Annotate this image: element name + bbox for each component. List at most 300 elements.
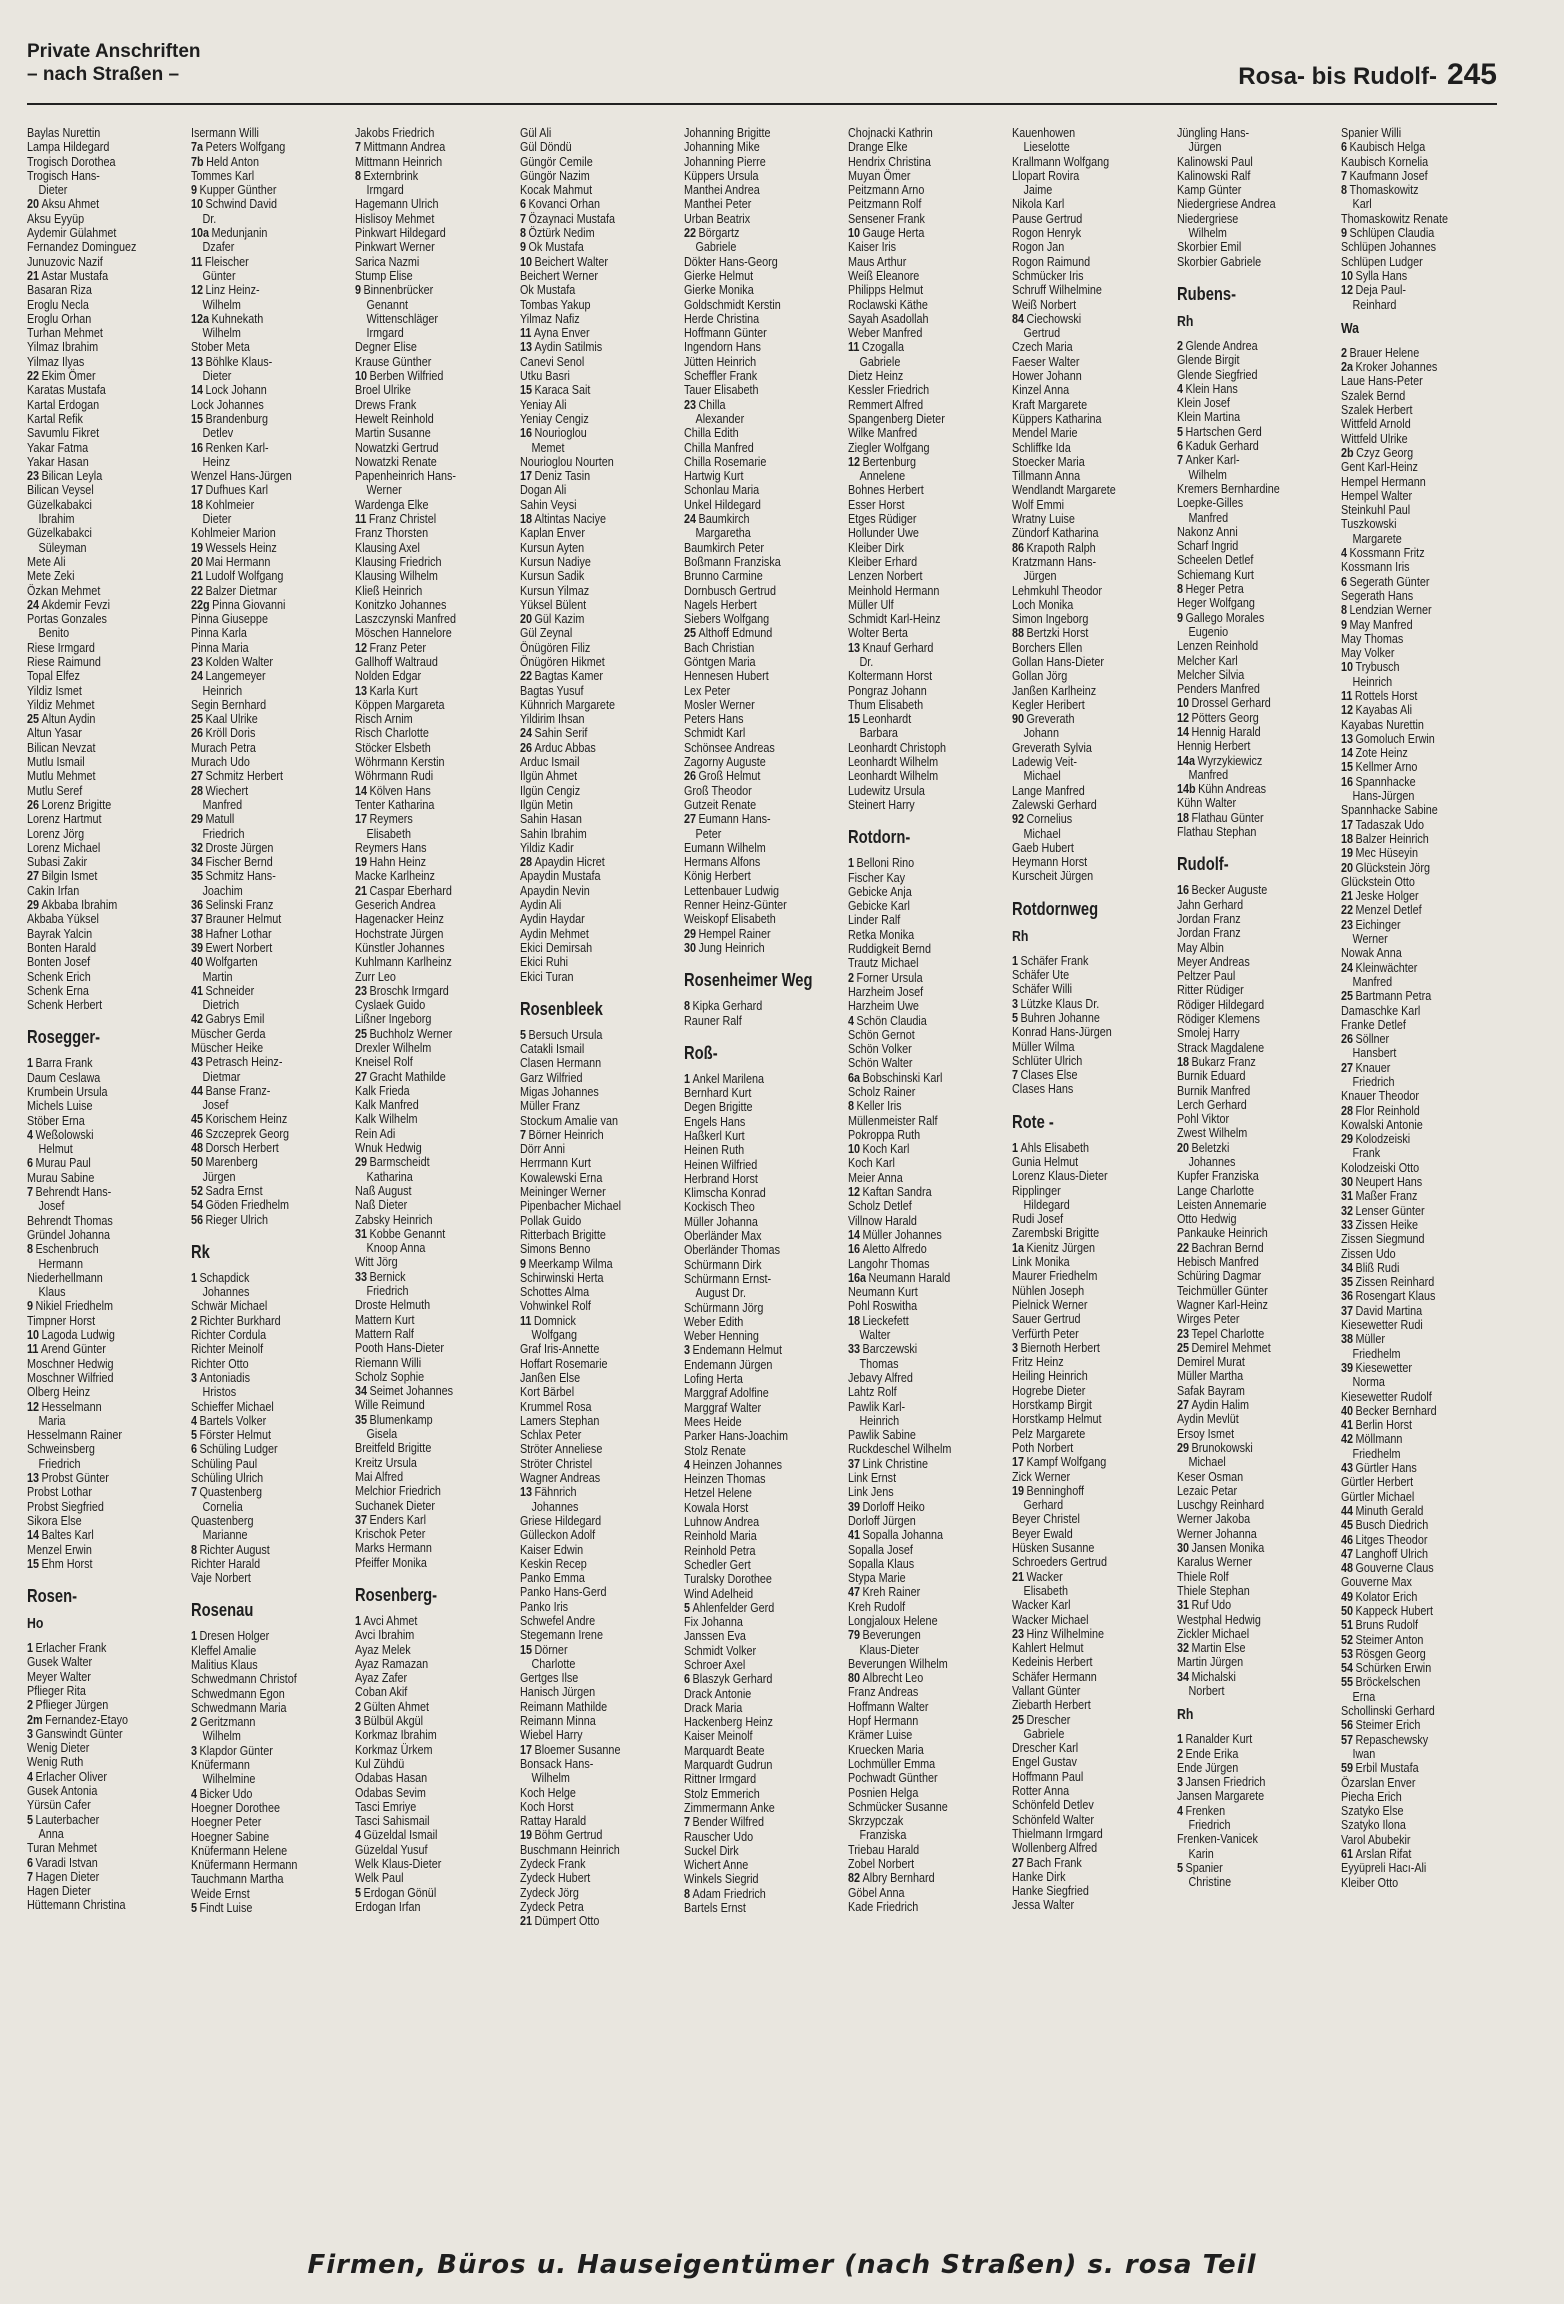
street-heading: Rote - <box>1012 1111 1055 1132</box>
resident-entry: Weide Ernst <box>191 1885 250 1901</box>
resident-entry: Mete Zeki <box>27 568 75 584</box>
resident-entry: König Herbert <box>683 868 751 884</box>
entry-continuation: Dzafer <box>202 239 235 255</box>
house-number: 13 <box>848 639 861 655</box>
resident-entry: Canevi Senol <box>519 353 584 369</box>
resident-name: Hinz Wilhelmine <box>1026 1625 1105 1641</box>
resident-entry: Urban Beatrix <box>683 210 751 226</box>
resident-entry <box>191 441 319 455</box>
resident-name: Bröckelschen <box>1355 1674 1421 1690</box>
resident-name: Bach Frank <box>1026 1854 1083 1870</box>
resident-entry: Schlüpen Ludger <box>1340 253 1423 269</box>
house-number: 23 <box>1176 1325 1189 1341</box>
house-number: 28 <box>191 782 204 798</box>
resident-entry <box>848 226 976 240</box>
resident-entry <box>1341 1590 1469 1604</box>
resident-entry: Luhnow Andrea <box>683 1514 760 1530</box>
resident-name: Bender Wilfred <box>692 1814 764 1830</box>
resident-entry: Leisten Annemarie <box>1176 1196 1267 1212</box>
resident-entry: Werner Johanna <box>1176 1525 1257 1541</box>
house-number: 24 <box>1340 959 1353 975</box>
resident-entry <box>1341 1132 1469 1146</box>
house-number: 31 <box>1176 1597 1189 1613</box>
resident-entry: Damaschke Karl <box>1340 1002 1421 1018</box>
resident-entry <box>27 1299 155 1313</box>
resident-entry: Keskin Recep <box>519 1555 587 1571</box>
resident-name: Bobschinski Karl <box>862 1069 943 1085</box>
resident-entry: Ströter Anneliese <box>519 1441 603 1457</box>
directory-column <box>27 126 183 2246</box>
house-number: 92 <box>1012 811 1025 827</box>
resident-entry: Herbrand Horst <box>683 1170 758 1186</box>
resident-entry: Glende Siegfried <box>1176 366 1258 382</box>
resident-entry: Knüfermann <box>191 1757 251 1773</box>
resident-name: Forner Ursula <box>856 969 923 985</box>
resident-entry: Drexler Wilhelm <box>355 1040 432 1055</box>
resident-entry: Oberländer Thomas <box>683 1242 780 1258</box>
resident-name: Wolfgarten <box>205 954 258 970</box>
resident-name: Fleischer <box>205 253 249 269</box>
directory-column <box>191 126 347 2246</box>
resident-entry: Wenig Dieter <box>27 1740 90 1756</box>
resident-entry <box>1177 1747 1305 1761</box>
resident-entry <box>191 1715 319 1729</box>
resident-name: Lagoda Ludwig <box>41 1327 115 1343</box>
resident-entry: Müscher Heike <box>191 1040 264 1055</box>
resident-name: Kuhnekath <box>211 310 264 326</box>
resident-entry: Meyer Andreas <box>1176 953 1250 969</box>
house-number: 12 <box>848 453 861 469</box>
resident-entry: Riese Raimund <box>27 653 101 669</box>
resident-entry: Zündorf Katharina <box>1012 525 1099 541</box>
resident-name: Selinski Franz <box>205 897 274 913</box>
resident-name: Bliß Rudi <box>1355 1259 1400 1275</box>
resident-entry <box>191 726 319 740</box>
resident-entry: Reymers Hans <box>355 839 427 855</box>
resident-entry: Groß Theodor <box>683 782 752 798</box>
resident-entry: Schüring Dagmar <box>1176 1268 1261 1284</box>
house-number: 14 <box>355 782 368 798</box>
resident-name: Krapoth Ralph <box>1026 539 1096 555</box>
resident-entry <box>355 1886 483 1900</box>
resident-name: Schlüpen Claudia <box>1349 225 1435 241</box>
house-number: 52 <box>1340 1631 1353 1647</box>
resident-entry <box>191 898 319 912</box>
resident-name: Glende Andrea <box>1185 337 1258 353</box>
house-number: 1 <box>27 1640 34 1656</box>
resident-entry <box>27 1856 155 1870</box>
resident-entry <box>355 1700 483 1714</box>
resident-entry: Spanier Willi <box>1340 126 1401 140</box>
entry-continuation: Gerhard <box>1023 1497 1064 1513</box>
resident-entry: Mutlu Ismail <box>27 754 85 770</box>
house-number: 25 <box>1340 988 1353 1004</box>
house-number: 18 <box>519 511 532 527</box>
resident-name: Kleinwächter <box>1355 959 1418 975</box>
resident-name: Richter August <box>199 1541 271 1557</box>
resident-entry: Hoffart Rosemarie <box>519 1355 608 1371</box>
resident-entry <box>1177 782 1305 796</box>
resident-name: Blumenkamp <box>369 1411 434 1427</box>
resident-entry: Lettenbauer Ludwig <box>683 882 779 898</box>
entry-continuation: Reinhard <box>1352 296 1397 312</box>
resident-entry: Gaeb Hubert <box>1012 839 1075 855</box>
house-number: 5 <box>191 1900 198 1916</box>
house-number: 42 <box>191 1011 204 1027</box>
entry-continuation: Christine <box>1188 1874 1231 1890</box>
resident-entry: Etges Rüdiger <box>848 511 917 527</box>
resident-entry: Hennesen Hubert <box>683 668 769 684</box>
resident-entry: Hollunder Uwe <box>848 525 920 541</box>
resident-name: Bukarz Franz <box>1191 1053 1256 1069</box>
resident-name: Langhoff Ulrich <box>1355 1545 1428 1561</box>
resident-entry <box>1341 918 1469 932</box>
resident-name: Lorenz Brigitte <box>41 796 112 812</box>
resident-entry: Schön Volker <box>848 1041 912 1057</box>
resident-entry: Kayabas Nurettin <box>1340 716 1424 732</box>
resident-entry: Langohr Thomas <box>848 1255 930 1271</box>
resident-entry <box>1177 1670 1305 1684</box>
house-number: 27 <box>355 1068 368 1084</box>
resident-entry: Jordan Franz <box>1176 925 1241 941</box>
resident-entry: Krämer Luise <box>848 1727 913 1743</box>
house-number: 34 <box>1176 1668 1189 1684</box>
resident-name: Zissen Reinhard <box>1355 1274 1435 1290</box>
resident-name: Hennig Harald <box>1191 723 1261 739</box>
entry-continuation: Martin <box>202 968 233 984</box>
resident-name: Altintas Naciye <box>534 511 606 527</box>
resident-entry <box>1177 1804 1305 1818</box>
resident-entry: Yeniay Ali <box>519 396 567 412</box>
resident-name: Klapdor Günter <box>199 1742 274 1758</box>
house-number: 23 <box>1340 916 1353 932</box>
resident-name: Hesselmann <box>41 1398 102 1414</box>
resident-entry: Klausing Friedrich <box>355 553 442 569</box>
resident-entry: Schollinski Gerhard <box>1340 1703 1435 1719</box>
resident-entry: Lahtz Rolf <box>848 1384 897 1400</box>
resident-name: Becker Auguste <box>1191 882 1267 898</box>
resident-name: Hempel Rainer <box>698 925 771 941</box>
entry-continuation: Frank <box>1352 1145 1380 1161</box>
house-number: 1 <box>1176 1731 1183 1747</box>
resident-entry: Zydeck Jörg <box>519 1884 579 1900</box>
house-number: 12 <box>355 639 368 655</box>
resident-entry: Kaiser Iris <box>848 239 897 255</box>
resident-name: Externbrink <box>363 167 419 183</box>
resident-entry: Wnuk Hedwig <box>355 1140 423 1156</box>
house-number: 2 <box>1176 1745 1183 1761</box>
resident-entry: Niedergriese <box>1176 210 1238 226</box>
resident-entry: Pongraz Johann <box>848 682 927 698</box>
resident-name: Neupert Hans <box>1355 1174 1422 1190</box>
house-number: 47 <box>1340 1545 1353 1561</box>
resident-entry: Weber Henning <box>683 1328 759 1344</box>
resident-entry <box>191 1543 319 1557</box>
resident-entry <box>1341 603 1469 617</box>
resident-entry <box>684 1072 812 1086</box>
resident-entry: Simon Ingeborg <box>1012 611 1089 627</box>
resident-entry <box>191 1744 319 1758</box>
resident-entry: Trautz Michael <box>848 955 919 971</box>
house-number: 4 <box>27 1126 34 1142</box>
resident-entry <box>191 912 319 926</box>
resident-name: Wacker <box>1026 1568 1064 1584</box>
resident-entry: Moschner Hedwig <box>27 1355 114 1371</box>
resident-name: Ok Mustafa <box>528 239 584 255</box>
resident-entry: Steinert Harry <box>848 796 915 812</box>
resident-entry <box>1341 1175 1469 1189</box>
entry-continuation: Manfred <box>202 796 243 812</box>
resident-name: Kaftan Sandra <box>862 1184 932 1200</box>
resident-entry <box>520 1485 648 1499</box>
resident-name: Varadi Istvan <box>35 1854 98 1870</box>
resident-entry <box>848 1242 976 1256</box>
house-number: 27 <box>191 768 204 784</box>
house-number: 7 <box>683 1814 690 1830</box>
house-number: 13 <box>1340 730 1353 746</box>
resident-entry <box>1341 1618 1469 1632</box>
house-number: 5 <box>191 1427 198 1443</box>
resident-name: Kreh Rainer <box>862 1584 921 1600</box>
resident-entry <box>848 1628 976 1642</box>
entry-continuation: Irmgard <box>366 325 405 341</box>
footer-note: Firmen, Büros u. Hauseigentümer (nach Straßen) s. rosa Teil <box>307 2250 1257 2280</box>
resident-entry: Karatas Mustafa <box>27 382 106 398</box>
resident-entry: Savumlu Fikret <box>27 425 100 441</box>
house-number: 45 <box>191 1111 204 1127</box>
resident-name: Kröll Doris <box>205 725 256 741</box>
resident-entry: Yilmaz Ibrahim <box>27 339 99 355</box>
house-number: 7 <box>519 210 526 226</box>
house-number: 11 <box>519 1312 532 1328</box>
resident-entry: Aydin Ali <box>519 897 561 913</box>
resident-entry <box>1012 1141 1140 1155</box>
house-number: 3 <box>1012 1339 1019 1355</box>
entry-continuation: Thomas <box>859 1355 899 1371</box>
resident-name: Balzer Heinrich <box>1355 830 1429 846</box>
resident-entry <box>191 1371 319 1385</box>
directory-column <box>1177 126 1333 2246</box>
resident-entry <box>1177 1775 1305 1789</box>
resident-name: Ruf Udo <box>1191 1597 1231 1613</box>
resident-entry <box>1177 453 1305 467</box>
resident-name: Gauge Herta <box>862 225 925 241</box>
resident-entry <box>27 469 155 483</box>
resident-entry: Kowalewski Erna <box>519 1169 603 1185</box>
resident-entry <box>1177 439 1305 453</box>
resident-entry: Menzel Erwin <box>27 1541 92 1557</box>
resident-name: Althoff Edmund <box>698 625 773 641</box>
resident-name: Güzeldal Ismail <box>363 1827 438 1843</box>
resident-entry: Weiß Norbert <box>1012 296 1077 312</box>
entry-continuation: Ibrahim <box>38 511 75 527</box>
house-number: 12 <box>848 1184 861 1200</box>
resident-entry <box>1341 1547 1469 1561</box>
resident-entry: Sahin Veysi <box>519 496 577 512</box>
resident-entry <box>191 655 319 669</box>
resident-entry: Hartwig Kurt <box>683 468 744 484</box>
resident-entry: Önügören Hikmet <box>519 653 605 669</box>
resident-name: Eichinger <box>1355 916 1401 932</box>
resident-entry: Hoegner Dorothee <box>191 1799 281 1815</box>
resident-entry <box>191 197 319 211</box>
house-number: 15 <box>1340 759 1353 775</box>
resident-entry <box>191 1141 319 1155</box>
resident-entry: Timpner Horst <box>27 1312 96 1328</box>
house-number: 25 <box>683 625 696 641</box>
resident-entry: Schürmann Jörg <box>683 1299 764 1315</box>
resident-entry: Akbaba Yüksel <box>27 911 99 927</box>
resident-entry: Kratzmann Hans- <box>1012 553 1097 569</box>
resident-entry: Herde Christina <box>683 310 760 326</box>
resident-entry: Nowatzki Gertrud <box>355 439 439 455</box>
resident-entry: Zimmermann Anke <box>683 1799 775 1815</box>
house-number: 19 <box>1012 1482 1025 1498</box>
resident-entry <box>355 169 483 183</box>
resident-entry: Steinkuhl Paul <box>1340 502 1410 518</box>
entry-continuation: Friedrich <box>1352 1074 1395 1089</box>
resident-name: Karla Kurt <box>369 682 419 698</box>
resident-entry <box>355 1027 483 1041</box>
house-number: 3 <box>1176 1774 1183 1790</box>
house-number: 4 <box>1176 1802 1183 1818</box>
resident-entry: Heger Wolfgang <box>1176 595 1255 611</box>
resident-entry: Cakin Irfan <box>27 882 80 898</box>
resident-entry: Czech Maria <box>1012 339 1074 355</box>
resident-entry <box>1177 1441 1305 1455</box>
resident-entry <box>1341 1432 1469 1446</box>
resident-name: Czogalla <box>862 339 905 355</box>
resident-entry: Rein Adi <box>355 1125 396 1141</box>
resident-name: Barmscheidt <box>369 1154 431 1170</box>
resident-entry <box>191 283 319 297</box>
resident-entry <box>1341 1561 1469 1575</box>
resident-entry <box>848 1014 976 1028</box>
resident-entry <box>355 140 483 154</box>
resident-entry: Borchers Ellen <box>1012 639 1083 655</box>
resident-entry <box>1341 832 1469 846</box>
resident-name: Jansen Monika <box>1191 1540 1264 1556</box>
resident-entry: Tasci Sahismail <box>355 1813 430 1829</box>
resident-entry: Hopf Hermann <box>848 1713 919 1729</box>
entry-continuation: Heinrich <box>1352 673 1392 689</box>
resident-entry: Gunia Helmut <box>1012 1154 1079 1169</box>
resident-name: Koch Karl <box>862 1141 910 1157</box>
resident-entry: Ersoy Ismet <box>1176 1425 1234 1441</box>
house-number: 19 <box>1340 845 1353 861</box>
resident-entry: Stump Elise <box>355 267 414 283</box>
resident-entry: Tasci Emriye <box>355 1798 417 1814</box>
resident-entry: Klimscha Konrad <box>683 1185 766 1201</box>
resident-entry: Migas Johannes <box>519 1084 599 1099</box>
entry-continuation: Walter <box>859 1327 891 1343</box>
house-number: 10 <box>519 253 532 269</box>
house-number: 24 <box>683 511 696 527</box>
resident-entry <box>520 669 648 683</box>
house-number: 53 <box>1340 1645 1353 1661</box>
resident-entry: Nühlen Joseph <box>1012 1282 1085 1298</box>
house-number: 12 <box>191 282 204 298</box>
resident-entry: Kühnrich Margarete <box>519 696 615 712</box>
resident-entry: Eroglu Orhan <box>27 310 92 326</box>
entry-continuation: Friedrich <box>366 1283 409 1299</box>
entry-continuation: Anna <box>38 1825 64 1841</box>
resident-entry: Hennig Herbert <box>1176 738 1250 754</box>
resident-entry <box>520 855 648 869</box>
resident-name: Gallego Morales <box>1185 609 1264 625</box>
house-number: 21 <box>1340 888 1353 904</box>
resident-name: Schürken Erwin <box>1355 1660 1431 1676</box>
resident-entry: Murach Udo <box>191 754 251 770</box>
resident-entry: Göbel Anna <box>848 1884 905 1900</box>
entry-continuation: Friedrich <box>1188 1817 1231 1833</box>
entry-continuation: Norbert <box>1188 1682 1225 1698</box>
resident-entry: Muyan Ömer <box>848 167 911 183</box>
house-number: 12 <box>1340 282 1353 298</box>
resident-entry <box>27 1156 155 1170</box>
resident-entry: Dökter Hans-Georg <box>683 253 778 269</box>
resident-entry: Gusek Walter <box>27 1654 93 1670</box>
resident-name: Beletzki <box>1191 1139 1229 1155</box>
resident-name: Greverath <box>1026 711 1075 727</box>
resident-entry <box>191 984 319 998</box>
resident-entry: Zalewski Gerhard <box>1012 796 1098 812</box>
resident-entry <box>355 1384 483 1398</box>
house-number: 39 <box>191 939 204 955</box>
resident-name: Heinzen Johannes <box>692 1456 782 1472</box>
resident-entry: Möschen Hannelore <box>355 625 453 641</box>
resident-name: Busch Diedrich <box>1355 1517 1428 1533</box>
resident-entry: Schönfeld Walter <box>1012 1811 1095 1827</box>
resident-entry <box>1341 1647 1469 1661</box>
resident-entry <box>355 1513 483 1527</box>
house-number: 5 <box>1176 1859 1183 1875</box>
resident-entry: Skorbier Gabriele <box>1176 253 1261 269</box>
resident-entry <box>684 769 812 783</box>
resident-entry: Lißner Ingeborg <box>355 1011 432 1027</box>
resident-entry: Welk Paul <box>355 1870 404 1886</box>
resident-entry: Suckel Dirk <box>683 1842 739 1858</box>
resident-entry <box>27 1400 155 1414</box>
resident-entry: Mutlu Mehmet <box>27 768 96 784</box>
resident-entry: Vohwinkel Rolf <box>519 1298 591 1314</box>
entry-continuation: Friedhelm <box>1352 1345 1401 1361</box>
resident-entry <box>355 369 483 383</box>
resident-entry: Korkmaz Ürkem <box>355 1741 433 1757</box>
resident-entry: Aydin Mevlüt <box>1176 1411 1239 1427</box>
resident-entry: Peitzmann Rolf <box>848 196 922 212</box>
resident-name: Ahlenfelder Gerd <box>692 1599 775 1615</box>
resident-entry: Beichert Werner <box>519 267 598 283</box>
house-number: 8 <box>1176 581 1183 597</box>
resident-entry: Nakonz Anni <box>1176 523 1238 539</box>
resident-name: Kiesewetter <box>1355 1359 1412 1375</box>
resident-entry <box>1177 1341 1305 1355</box>
resident-name: Bertenburg <box>862 453 917 469</box>
resident-entry <box>191 1787 319 1801</box>
resident-entry: Chojnacki Kathrin <box>848 126 933 140</box>
resident-entry: Krallmann Wolfgang <box>1012 153 1110 169</box>
resident-entry: Gierke Helmut <box>683 267 753 283</box>
resident-name: Geritzmann <box>199 1714 256 1730</box>
resident-entry: Hetzel Helene <box>683 1485 752 1501</box>
resident-entry: Pooth Hans-Dieter <box>355 1340 445 1356</box>
entry-continuation: Michael <box>1023 825 1062 841</box>
resident-entry <box>1341 1604 1469 1618</box>
resident-entry: Pochwadt Günther <box>848 1770 938 1786</box>
resident-entry: Varol Abubekir <box>1340 1831 1411 1847</box>
resident-name: Chilla <box>698 396 726 412</box>
